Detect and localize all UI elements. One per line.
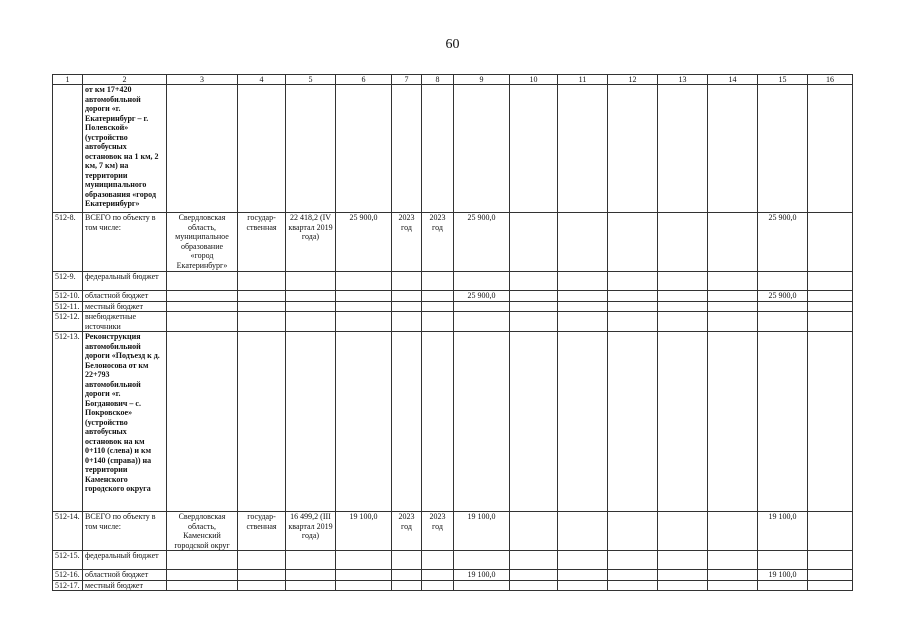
amount-col-9: 25 900,0 <box>454 291 510 302</box>
row-number: 512-10. <box>53 291 83 302</box>
col-number-12: 12 <box>608 75 658 85</box>
cost-estimate: 16 499,2 (III квартал 2019 года) <box>286 512 336 551</box>
total-amount: 19 100,0 <box>336 512 392 551</box>
start-year: 2023 год <box>392 213 422 272</box>
row-name: ВСЕГО по объекту в том числе: <box>83 213 167 272</box>
table-row <box>53 332 853 512</box>
amount-col-15: 19 100,0 <box>758 512 808 551</box>
investment-table <box>52 74 853 591</box>
table-row <box>53 301 853 312</box>
table-row <box>53 580 853 591</box>
column-number-row <box>53 75 853 85</box>
row-number: 512-11. <box>53 301 83 312</box>
total-amount: 25 900,0 <box>336 213 392 272</box>
table-row <box>53 512 853 551</box>
location: Свердловская область, Каменский городской округ <box>167 512 238 551</box>
col-number-11: 11 <box>558 75 608 85</box>
amount-col-9: 19 100,0 <box>454 570 510 581</box>
cost-estimate: 22 418,2 (IV квартал 2019 года) <box>286 213 336 272</box>
object-name: Реконструкция автомобильной дороги «Подъезд к д. Белоносова от км 22+793 автомобильной дороги «г. Богданович – с. Покровское» (устройство автобусных остановок на км 0+110 (слева) и км 0+140 (справа)) на территории Каменского городского округа <box>83 332 167 512</box>
row-number: 512-15. <box>53 551 83 570</box>
row-number: 512-13. <box>53 332 83 512</box>
row-number: 512-16. <box>53 570 83 581</box>
row-number: 512-12. <box>53 312 83 332</box>
row-name: областной бюджет <box>83 291 167 302</box>
col-number-10: 10 <box>510 75 558 85</box>
col-number-13: 13 <box>658 75 708 85</box>
col-number-7: 7 <box>392 75 422 85</box>
page-number: 60 <box>445 37 460 52</box>
object-name: от км 17+420 автомобильной дороги «г. Екатеринбург – г. Полевской» (устройство автобусных остановок на 1 км, 2 км, 7 км) на территории муниципального образования «город Екатеринбург» <box>83 85 167 213</box>
col-number-16: 16 <box>808 75 853 85</box>
row-name: местный бюджет <box>83 580 167 591</box>
ownership: государ-ственная <box>238 512 286 551</box>
row-number: 512-17. <box>53 580 83 591</box>
amount-col-15: 25 900,0 <box>758 213 808 272</box>
end-year: 2023 год <box>422 213 454 272</box>
row-number: 512-14. <box>53 512 83 551</box>
col-number-5: 5 <box>286 75 336 85</box>
col-number-14: 14 <box>708 75 758 85</box>
row-name: внебюджетные источники <box>83 312 167 332</box>
table-row <box>53 85 853 213</box>
row-name: федеральный бюджет <box>83 272 167 291</box>
col-number-3: 3 <box>167 75 238 85</box>
end-year: 2023 год <box>422 512 454 551</box>
row-name: ВСЕГО по объекту в том числе: <box>83 512 167 551</box>
col-number-9: 9 <box>454 75 510 85</box>
col-number-6: 6 <box>336 75 392 85</box>
col-number-1: 1 <box>53 75 83 85</box>
amount-col-9: 25 900,0 <box>454 213 510 272</box>
start-year: 2023 год <box>392 512 422 551</box>
row-name: федеральный бюджет <box>83 551 167 570</box>
row-number: 512-9. <box>53 272 83 291</box>
col-number-15: 15 <box>758 75 808 85</box>
table-row <box>53 551 853 570</box>
table-row <box>53 213 853 272</box>
row-name: областной бюджет <box>83 570 167 581</box>
table-row <box>53 312 853 332</box>
table-row <box>53 291 853 302</box>
row-number: 512-8. <box>53 213 83 272</box>
col-number-4: 4 <box>238 75 286 85</box>
col-number-8: 8 <box>422 75 454 85</box>
amount-col-9: 19 100,0 <box>454 512 510 551</box>
col-number-2: 2 <box>83 75 167 85</box>
row-name: местный бюджет <box>83 301 167 312</box>
amount-col-15: 25 900,0 <box>758 291 808 302</box>
table-row <box>53 272 853 291</box>
table-row <box>53 570 853 581</box>
ownership: государ-ственная <box>238 213 286 272</box>
location: Свердловская область, муниципальное образование «город Екатеринбург» <box>167 213 238 272</box>
amount-col-15: 19 100,0 <box>758 570 808 581</box>
